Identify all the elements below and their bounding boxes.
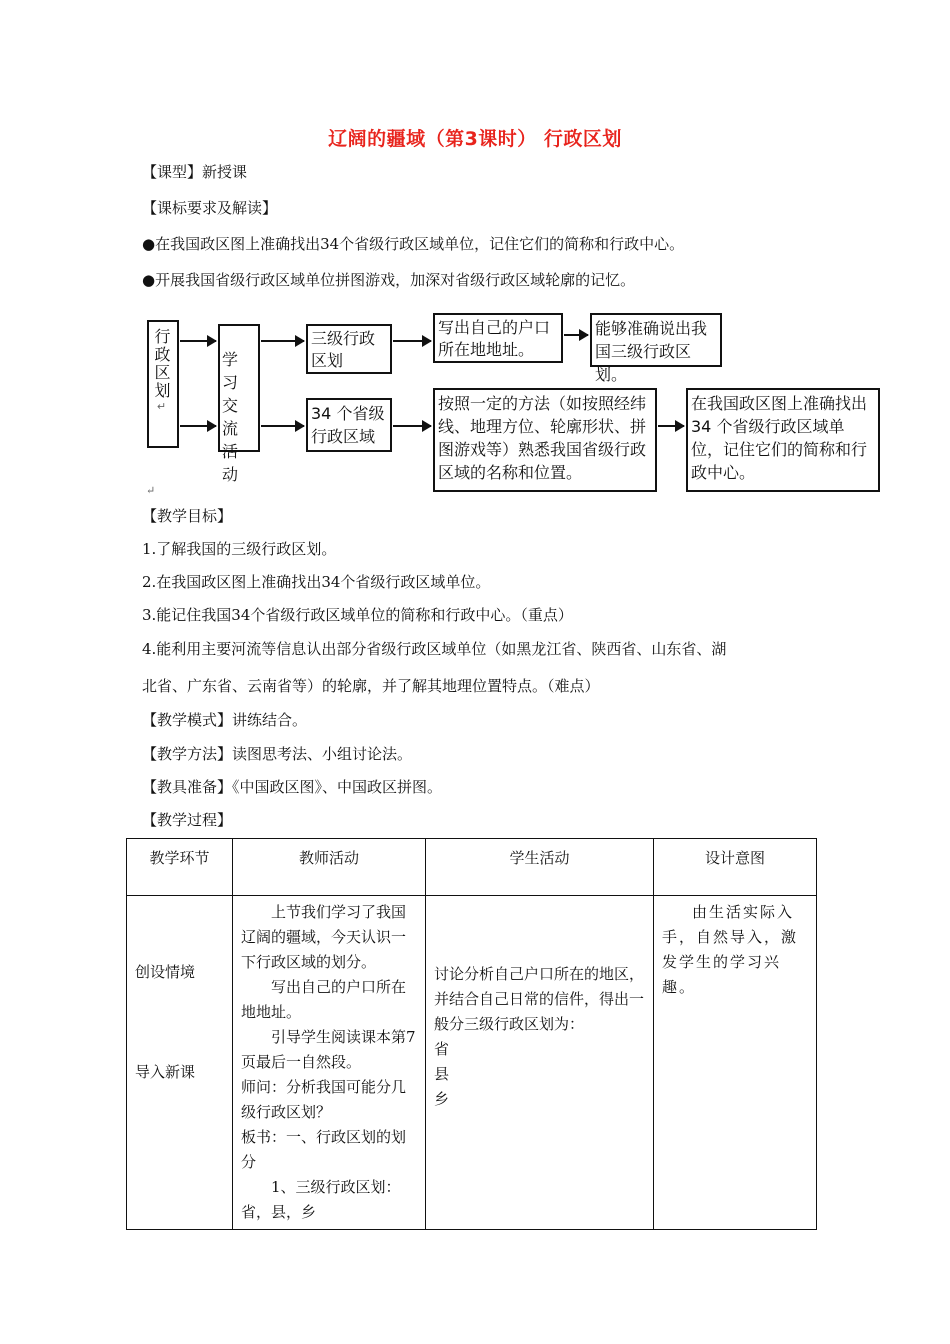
arrow <box>261 425 304 427</box>
header-teacher: 教师活动 <box>233 839 426 896</box>
teacher-text: 上节我们学习了我国辽阔的疆域，今天认识一下行政区域的划分。 <box>241 903 407 971</box>
teacher-text: 1、三级行政区划：省，县，乡 <box>241 1178 401 1221</box>
page-title: 辽阔的疆域（第3课时） 行政区划 <box>328 128 622 150</box>
objective-item: 1.了解我国的三级行政区划。 <box>142 540 337 558</box>
objectives-heading: 【教学目标】 <box>142 507 233 525</box>
box-administrative-division: 行政区划↵ <box>147 320 179 448</box>
process-table <box>126 838 817 1230</box>
stage-cell <box>127 896 233 1230</box>
arrow <box>180 425 216 427</box>
flow-diagram <box>0 0 950 520</box>
student-text: 讨论分析自己户口所在的地区，并结合自己日常的信件，得出一般分三级行政区划为： <box>434 965 645 1033</box>
objective-item: 2.在我国政区图上准确找出34个省级行政区域单位。 <box>142 573 491 591</box>
objective-item: 3.能记住我国34个省级行政区域单位的简称和行政中心。（重点） <box>142 606 573 624</box>
teacher-text: 引导学生阅读课本第7页最后一自然段。 <box>241 1028 416 1071</box>
objective-item: 北省、广东省、云南省等）的轮廓，并了解其地理位置特点。（难点） <box>142 677 600 695</box>
arrow <box>261 340 304 342</box>
arrow <box>393 425 431 427</box>
arrow <box>393 340 431 342</box>
teaching-tools: 【教具准备】《中国政区图》、中国政区拼图。 <box>142 778 443 796</box>
stage-2: 导入新课 <box>135 1063 196 1081</box>
header-student: 学生活动 <box>426 839 654 896</box>
student-text: 县 <box>434 1065 450 1083</box>
objective-item: 4.能利用主要河流等信息认出部分省级行政区域单位（如黑龙江省、陕西省、山东省、湖 <box>142 640 727 658</box>
return-mark: ↵ <box>146 484 156 497</box>
course-type: 【课型】新授课 <box>142 163 248 181</box>
header-stage: 教学环节 <box>127 839 233 896</box>
arrow <box>180 340 216 342</box>
teacher-cell <box>233 896 426 1230</box>
box-write-address: 写出自己的户口所在地地址。 <box>433 313 563 363</box>
teacher-text: 写出自己的户口所在地地址。 <box>241 978 407 1021</box>
teaching-mode: 【教学模式】讲练结合。 <box>142 711 308 729</box>
arrow <box>564 334 588 336</box>
table-row <box>127 896 817 1230</box>
teacher-text: 板书：一、行政区划的划分 <box>241 1128 407 1171</box>
student-text: 省 <box>434 1040 450 1058</box>
standard-item: ●在我国政区图上准确找出34个省级行政区域单位，记住它们的简称和行政中心。 <box>142 235 685 253</box>
student-cell <box>426 896 654 1230</box>
standard-item: ●开展我国省级行政区域单位拼图游戏，加深对省级行政区域轮廓的记忆。 <box>142 271 636 289</box>
box-study-activity: 学习交流活动 <box>218 324 260 452</box>
intent-text: 由生活实际入手，自然导入，激发学生的学习兴趣。 <box>662 903 799 996</box>
process-heading: 【教学过程】 <box>142 811 233 829</box>
teacher-text: 师问：分析我国可能分几级行政区划？ <box>241 1078 407 1121</box>
student-text: 乡 <box>434 1090 450 1108</box>
box-say-three-levels: 能够准确说出我国三级行政区划。 <box>590 313 722 367</box>
box-three-level: 三级行政区划 <box>306 324 392 374</box>
teaching-method: 【教学方法】读图思考法、小组讨论法。 <box>142 745 413 763</box>
box-34-provinces: 34 个省级行政区域 <box>306 398 392 452</box>
stage-1: 创设情境 <box>135 963 196 981</box>
arrow <box>658 425 684 427</box>
box-find-on-map: 在我国政区图上准确找出34 个省级行政区域单位，记住它们的简称和行政中心。 <box>686 388 880 492</box>
standards-heading: 【课标要求及解读】 <box>142 199 278 217</box>
box-method: 按照一定的方法（如按照经纬线、地理方位、轮廓形状、拼图游戏等）熟悉我国省级行政区域的名称和位置。 <box>433 388 657 492</box>
table-header-row <box>127 839 817 896</box>
header-intent: 设计意图 <box>654 839 817 896</box>
intent-cell <box>654 896 817 1230</box>
